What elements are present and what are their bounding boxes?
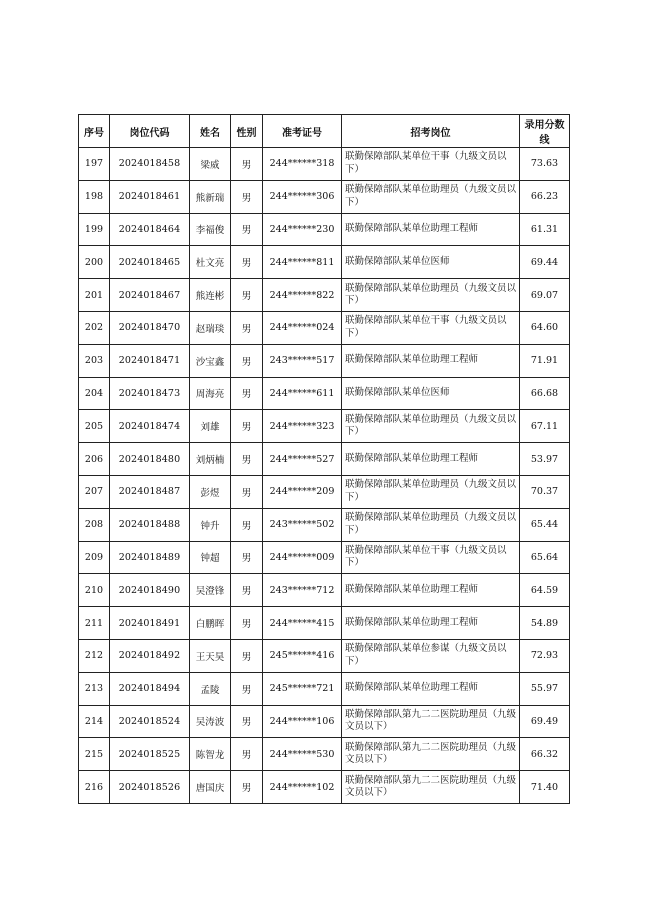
cell-score: 53.97 xyxy=(520,443,570,476)
cell-score: 55.97 xyxy=(520,672,570,705)
cell-code: 2024018525 xyxy=(110,738,190,771)
cell-serial: 211 xyxy=(79,607,110,640)
cell-name: 钟升 xyxy=(190,508,231,541)
cell-name: 王天昊 xyxy=(190,639,231,672)
cell-serial: 209 xyxy=(79,541,110,574)
cell-ticket: 244******811 xyxy=(263,246,342,279)
table-row xyxy=(79,148,570,181)
cell-gender: 男 xyxy=(231,541,263,574)
cell-code: 2024018480 xyxy=(110,443,190,476)
cell-code: 2024018471 xyxy=(110,344,190,377)
cell-ticket: 244******527 xyxy=(263,443,342,476)
cell-post: 联勤保障部队某单位助理员（九级文员以下） xyxy=(342,180,520,213)
table-row xyxy=(79,410,570,443)
table-row xyxy=(79,738,570,771)
cell-post: 联勤保障部队某单位干事（九级文员以下） xyxy=(342,541,520,574)
cell-score: 66.32 xyxy=(520,738,570,771)
cell-code: 2024018491 xyxy=(110,607,190,640)
cell-score: 73.63 xyxy=(520,148,570,181)
cell-ticket: 244******230 xyxy=(263,213,342,246)
cell-ticket: 244******024 xyxy=(263,311,342,344)
cell-gender: 男 xyxy=(231,180,263,213)
cell-ticket: 244******822 xyxy=(263,279,342,312)
cell-post: 联勤保障部队某单位助理员（九级文员以下） xyxy=(342,508,520,541)
cell-post: 联勤保障部队某单位助理工程师 xyxy=(342,574,520,607)
cell-code: 2024018470 xyxy=(110,311,190,344)
table-row xyxy=(79,639,570,672)
cell-code: 2024018489 xyxy=(110,541,190,574)
cell-code: 2024018494 xyxy=(110,672,190,705)
cell-post: 联勤保障部队某单位助理员（九级文员以下） xyxy=(342,279,520,312)
table-row xyxy=(79,705,570,738)
cell-gender: 男 xyxy=(231,639,263,672)
table-row xyxy=(79,279,570,312)
cell-post: 联勤保障部队某单位干事（九级文员以下） xyxy=(342,311,520,344)
cell-post: 联勤保障部队某单位医师 xyxy=(342,377,520,410)
table-row xyxy=(79,541,570,574)
header-row xyxy=(79,115,570,148)
cell-ticket: 244******530 xyxy=(263,738,342,771)
cell-name: 陈智龙 xyxy=(190,738,231,771)
cell-ticket: 243******712 xyxy=(263,574,342,607)
cell-score: 69.49 xyxy=(520,705,570,738)
cell-gender: 男 xyxy=(231,705,263,738)
cell-post: 联勤保障部队某单位助理工程师 xyxy=(342,607,520,640)
cell-ticket: 244******611 xyxy=(263,377,342,410)
cell-ticket: 244******306 xyxy=(263,180,342,213)
cell-serial: 203 xyxy=(79,344,110,377)
table-body xyxy=(79,148,570,804)
cell-gender: 男 xyxy=(231,279,263,312)
cell-name: 白鹏晖 xyxy=(190,607,231,640)
cell-gender: 男 xyxy=(231,574,263,607)
cell-score: 69.07 xyxy=(520,279,570,312)
table-row xyxy=(79,311,570,344)
cell-ticket: 244******415 xyxy=(263,607,342,640)
admission-table xyxy=(78,114,570,804)
cell-gender: 男 xyxy=(231,771,263,804)
cell-name: 钟超 xyxy=(190,541,231,574)
cell-name: 李福俊 xyxy=(190,213,231,246)
cell-post: 联勤保障部队第九二二医院助理员（九级文员以下） xyxy=(342,705,520,738)
cell-code: 2024018473 xyxy=(110,377,190,410)
table-header xyxy=(79,115,570,148)
table-row xyxy=(79,213,570,246)
header-name: 姓名 xyxy=(190,115,231,148)
cell-post: 联勤保障部队某单位助理工程师 xyxy=(342,443,520,476)
cell-gender: 男 xyxy=(231,213,263,246)
cell-score: 54.89 xyxy=(520,607,570,640)
cell-code: 2024018458 xyxy=(110,148,190,181)
cell-serial: 213 xyxy=(79,672,110,705)
table-row xyxy=(79,672,570,705)
cell-score: 71.91 xyxy=(520,344,570,377)
cell-gender: 男 xyxy=(231,738,263,771)
cell-name: 彭煜 xyxy=(190,475,231,508)
cell-serial: 216 xyxy=(79,771,110,804)
cell-serial: 204 xyxy=(79,377,110,410)
cell-ticket: 244******323 xyxy=(263,410,342,443)
cell-name: 吴涛波 xyxy=(190,705,231,738)
cell-code: 2024018492 xyxy=(110,639,190,672)
cell-ticket: 243******517 xyxy=(263,344,342,377)
cell-post: 联勤保障部队某单位助理工程师 xyxy=(342,344,520,377)
cell-score: 67.11 xyxy=(520,410,570,443)
cell-serial: 198 xyxy=(79,180,110,213)
cell-gender: 男 xyxy=(231,475,263,508)
cell-serial: 202 xyxy=(79,311,110,344)
cell-score: 61.31 xyxy=(520,213,570,246)
cell-ticket: 245******416 xyxy=(263,639,342,672)
cell-code: 2024018465 xyxy=(110,246,190,279)
cell-gender: 男 xyxy=(231,672,263,705)
cell-code: 2024018474 xyxy=(110,410,190,443)
table-row xyxy=(79,443,570,476)
cell-serial: 212 xyxy=(79,639,110,672)
cell-code: 2024018467 xyxy=(110,279,190,312)
cell-score: 66.23 xyxy=(520,180,570,213)
header-score-line: 录用分数线 xyxy=(520,115,570,148)
cell-serial: 199 xyxy=(79,213,110,246)
cell-post: 联勤保障部队某单位参谋（九级文员以下） xyxy=(342,639,520,672)
cell-serial: 208 xyxy=(79,508,110,541)
cell-serial: 197 xyxy=(79,148,110,181)
cell-post: 联勤保障部队某单位助理工程师 xyxy=(342,213,520,246)
cell-post: 联勤保障部队某单位助理员（九级文员以下） xyxy=(342,475,520,508)
cell-name: 周海亮 xyxy=(190,377,231,410)
header-recruit-post: 招考岗位 xyxy=(342,115,520,148)
table-row xyxy=(79,246,570,279)
cell-code: 2024018488 xyxy=(110,508,190,541)
cell-score: 64.59 xyxy=(520,574,570,607)
table-row xyxy=(79,344,570,377)
cell-name: 刘炳楠 xyxy=(190,443,231,476)
cell-gender: 男 xyxy=(231,443,263,476)
cell-name: 熊新瑞 xyxy=(190,180,231,213)
cell-ticket: 244******209 xyxy=(263,475,342,508)
cell-score: 66.68 xyxy=(520,377,570,410)
cell-gender: 男 xyxy=(231,344,263,377)
cell-code: 2024018487 xyxy=(110,475,190,508)
cell-serial: 201 xyxy=(79,279,110,312)
cell-serial: 206 xyxy=(79,443,110,476)
cell-ticket: 243******502 xyxy=(263,508,342,541)
cell-name: 吴澄锋 xyxy=(190,574,231,607)
cell-serial: 215 xyxy=(79,738,110,771)
cell-code: 2024018526 xyxy=(110,771,190,804)
cell-score: 71.40 xyxy=(520,771,570,804)
table-row xyxy=(79,574,570,607)
cell-name: 沙宝鑫 xyxy=(190,344,231,377)
cell-name: 梁威 xyxy=(190,148,231,181)
cell-gender: 男 xyxy=(231,607,263,640)
cell-post: 联勤保障部队某单位医师 xyxy=(342,246,520,279)
cell-ticket: 245******721 xyxy=(263,672,342,705)
cell-name: 赵瑞琰 xyxy=(190,311,231,344)
cell-gender: 男 xyxy=(231,410,263,443)
table-row xyxy=(79,607,570,640)
cell-score: 70.37 xyxy=(520,475,570,508)
cell-gender: 男 xyxy=(231,246,263,279)
cell-gender: 男 xyxy=(231,311,263,344)
header-serial: 序号 xyxy=(79,115,110,148)
cell-ticket: 244******102 xyxy=(263,771,342,804)
cell-score: 69.44 xyxy=(520,246,570,279)
cell-score: 64.60 xyxy=(520,311,570,344)
cell-code: 2024018490 xyxy=(110,574,190,607)
table-row xyxy=(79,475,570,508)
cell-post: 联勤保障部队某单位助理员（九级文员以下） xyxy=(342,410,520,443)
cell-code: 2024018461 xyxy=(110,180,190,213)
cell-gender: 男 xyxy=(231,377,263,410)
cell-serial: 205 xyxy=(79,410,110,443)
cell-name: 杜文亮 xyxy=(190,246,231,279)
cell-ticket: 244******009 xyxy=(263,541,342,574)
header-admission-ticket: 准考证号 xyxy=(263,115,342,148)
cell-serial: 210 xyxy=(79,574,110,607)
cell-name: 刘雄 xyxy=(190,410,231,443)
cell-post: 联勤保障部队某单位干事（九级文员以下） xyxy=(342,148,520,181)
cell-serial: 200 xyxy=(79,246,110,279)
header-gender: 性别 xyxy=(231,115,263,148)
cell-code: 2024018464 xyxy=(110,213,190,246)
cell-post: 联勤保障部队某单位助理工程师 xyxy=(342,672,520,705)
cell-serial: 214 xyxy=(79,705,110,738)
cell-gender: 男 xyxy=(231,148,263,181)
table-row xyxy=(79,771,570,804)
cell-post: 联勤保障部队第九二二医院助理员（九级文员以下） xyxy=(342,771,520,804)
cell-score: 65.64 xyxy=(520,541,570,574)
cell-code: 2024018524 xyxy=(110,705,190,738)
cell-score: 65.44 xyxy=(520,508,570,541)
table-row xyxy=(79,508,570,541)
cell-post: 联勤保障部队第九二二医院助理员（九级文员以下） xyxy=(342,738,520,771)
cell-serial: 207 xyxy=(79,475,110,508)
table-row xyxy=(79,377,570,410)
cell-name: 孟陵 xyxy=(190,672,231,705)
cell-score: 72.93 xyxy=(520,639,570,672)
cell-gender: 男 xyxy=(231,508,263,541)
cell-name: 唐国庆 xyxy=(190,771,231,804)
cell-name: 熊连彬 xyxy=(190,279,231,312)
cell-ticket: 244******318 xyxy=(263,148,342,181)
table-row xyxy=(79,180,570,213)
header-post-code: 岗位代码 xyxy=(110,115,190,148)
cell-ticket: 244******106 xyxy=(263,705,342,738)
